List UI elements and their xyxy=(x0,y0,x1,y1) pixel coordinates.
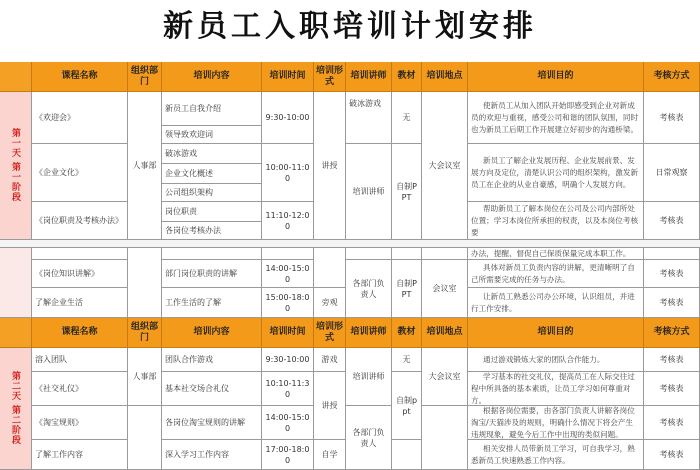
header-purpose: 培训目的 xyxy=(468,318,644,348)
purpose-cell: 帮助新员工了解本岗位在公司及公司内部所处位置；学习本岗位所承担的权责，以及本岗位考核要 xyxy=(468,202,644,240)
exam-cont-cell xyxy=(644,248,700,260)
header-time: 培训时间 xyxy=(262,318,314,348)
content-cell: 岗位职责 xyxy=(162,202,262,222)
time-cont-cell xyxy=(262,248,314,260)
exam-cell: 考核表 xyxy=(644,348,700,372)
header-org-dept: 组织部门 xyxy=(128,318,162,348)
content-cell: 部门岗位职责的讲解 xyxy=(162,260,262,288)
content-cell: 新员工自我介绍 xyxy=(162,92,262,126)
purpose-cell: 让新员工熟悉公司办公环境，认识组员，并进行工作安排。 xyxy=(468,288,644,318)
org-dept-cell: 人事部 xyxy=(128,92,162,240)
org-dept-empty-cell xyxy=(128,406,162,470)
content-cell: 破冰游戏 xyxy=(162,144,262,164)
exam-cell: 考核表 xyxy=(644,260,700,288)
purpose-cont-cell: 办法，提醒、督促自己保质保量完成本职工作。 xyxy=(468,248,644,260)
header-exam: 考核方式 xyxy=(644,62,700,92)
content-cell: 各岗位淘宝规则的讲解 xyxy=(162,406,262,440)
course-cell: 《企业文化》 xyxy=(32,144,128,202)
time-cell: 10:10-11:30 xyxy=(262,372,314,406)
header-exam: 考核方式 xyxy=(644,318,700,348)
material-cell: 自制ppt xyxy=(392,372,422,440)
header-form: 培训形式 xyxy=(314,318,346,348)
place-cell: 会议室 xyxy=(422,260,468,318)
time-cell: 10:00-11:00 xyxy=(262,144,314,202)
content-cell: 各岗位考核办法 xyxy=(162,222,262,240)
content-cell: 深入学习工作内容 xyxy=(162,440,262,470)
purpose-cell: 具体对新员工负责内容的讲解，更清晰明了自己所需要完成的任务与办法。 xyxy=(468,260,644,288)
form-cell: 讲授 xyxy=(314,92,346,240)
form-cell: 讲授 xyxy=(314,372,346,440)
trainer-cell: 培训讲师 xyxy=(346,348,392,406)
header-trainer: 培训讲师 xyxy=(346,318,392,348)
content-cell: 工作生活的了解 xyxy=(162,288,262,318)
form-cell: 自学 xyxy=(314,440,346,470)
header-material: 教材 xyxy=(392,62,422,92)
exam-cell: 考核表 xyxy=(644,406,700,440)
place-cell: 大会议室 xyxy=(422,92,468,240)
header-content: 培训内容 xyxy=(162,318,262,348)
course-cell: 了解企业生活 xyxy=(32,288,128,318)
page-title: 新员工入职培训计划安排 xyxy=(163,9,537,44)
header-purpose: 培训目的 xyxy=(468,62,644,92)
trainer-cell: 破冰游戏 xyxy=(346,92,392,144)
material-cell: 无 xyxy=(392,92,422,144)
trainer-cell: 各部门负责人 xyxy=(346,406,392,470)
exam-cell: 考核表 xyxy=(644,202,700,240)
trainer-cell: 各部门负责人 xyxy=(346,260,392,318)
purpose-cell: 新员工了解企业发展历程、企业发展前景、发展方向及定位，清楚认识公司的组织架构，激发新员工在企业的从业自豪感，明确个人发展方向。 xyxy=(468,144,644,202)
exam-cell: 考核表 xyxy=(644,92,700,144)
trainer-cont-cell xyxy=(346,248,392,260)
exam-cell: 日常观察 xyxy=(644,144,700,202)
content-cell: 领导致欢迎词 xyxy=(162,126,262,144)
header-trainer: 培训讲师 xyxy=(346,62,392,92)
header-course-name: 课程名称 xyxy=(32,318,128,348)
header-place: 培训地点 xyxy=(422,62,468,92)
place-empty-cell xyxy=(422,406,468,470)
content-cell: 团队合作游戏 xyxy=(162,348,262,372)
header-content: 培训内容 xyxy=(162,62,262,92)
header-form: 培训形式 xyxy=(314,62,346,92)
purpose-cell: 通过游戏锻炼大家的团队合作能力。 xyxy=(468,348,644,372)
course-cont-cell xyxy=(32,248,128,260)
material-cell: 自制PPT xyxy=(392,144,422,240)
purpose-cell: 相关安排人员带新员工学习，可自我学习，熟悉新员工快速熟悉工作内容。 xyxy=(468,440,644,470)
time-cell: 14:00-15:00 xyxy=(262,406,314,440)
time-cell: 9:30-10:00 xyxy=(262,92,314,144)
exam-cell: 考核表 xyxy=(644,440,700,470)
trainer-cell: 培训讲师 xyxy=(346,144,392,240)
header-time: 培训时间 xyxy=(262,62,314,92)
time-cell: 15:00-18:00 xyxy=(262,288,314,318)
org-dept-cell: 人事部 xyxy=(128,348,162,406)
time-cell: 11:10-12:00 xyxy=(262,202,314,240)
course-cell: 《社交礼仪》 xyxy=(32,372,128,406)
stage-label-day1: 第一天 第一阶段 xyxy=(0,92,32,240)
exam-cell: 考核表 xyxy=(644,372,700,406)
course-cell: 《岗位知识讲解》 xyxy=(32,260,128,288)
header-place: 培训地点 xyxy=(422,318,468,348)
time-cell: 14:00-15:00 xyxy=(262,260,314,288)
course-cell: 《欢迎会》 xyxy=(32,92,128,144)
form-cont-cell xyxy=(314,248,346,288)
material-empty-cell xyxy=(392,440,422,470)
form-cell: 旁观 xyxy=(314,288,346,318)
header-org-dept: 组织部门 xyxy=(128,62,162,92)
time-cell: 9:30-10:00 xyxy=(262,348,314,372)
material-cont-cell xyxy=(392,248,422,260)
purpose-cell: 学习基本的社交礼仪，提高员工在人际交往过程中所具备的基本素质，让员工学习如何尊重对方。 xyxy=(468,372,644,406)
content-cell: 企业文化概述 xyxy=(162,164,262,184)
material-cell: 无 xyxy=(392,348,422,372)
content-cell: 基本社交场合礼仪 xyxy=(162,372,262,406)
course-cell: 《淘宝规则》 xyxy=(32,406,128,440)
header-course-name: 课程名称 xyxy=(32,62,128,92)
course-cell: 了解工作内容 xyxy=(32,440,128,470)
place-cell: 大会议室 xyxy=(422,348,468,406)
time-cell: 17:00-18:00 xyxy=(262,440,314,470)
course-cell: 《岗位职责及考核办法》 xyxy=(32,202,128,240)
purpose-cell: 根据各岗位需要，由各部门负责人讲解各岗位淘宝/天猫涉及的规则，明确什么情况下将会产生违规现象，避免今后工作中出现的类似问题。 xyxy=(468,406,644,440)
stage-label-day2: 第二天 第二阶段 xyxy=(0,348,32,470)
stage-cont-cell xyxy=(0,248,32,318)
content-cell: 公司组织架构 xyxy=(162,184,262,202)
page-break xyxy=(0,240,700,248)
form-cell: 游戏 xyxy=(314,348,346,372)
material-cell: 自制PPT xyxy=(392,260,422,318)
header-blank xyxy=(0,318,32,348)
header-material: 教材 xyxy=(392,318,422,348)
org-cont-cell xyxy=(128,248,162,318)
exam-cell: 考核表 xyxy=(644,288,700,318)
content-cont-cell xyxy=(162,248,262,260)
header-blank xyxy=(0,62,32,92)
purpose-cell: 使新员工从加入团队开始即感受到企业对新成员的欢迎与重视，感受公司和谐的团队氛围，同时也为新员工后期工作开展建立好初步的沟通桥梁。 xyxy=(468,92,644,144)
place-cont-cell xyxy=(422,248,468,260)
course-cell: 溶入团队 xyxy=(32,348,128,372)
